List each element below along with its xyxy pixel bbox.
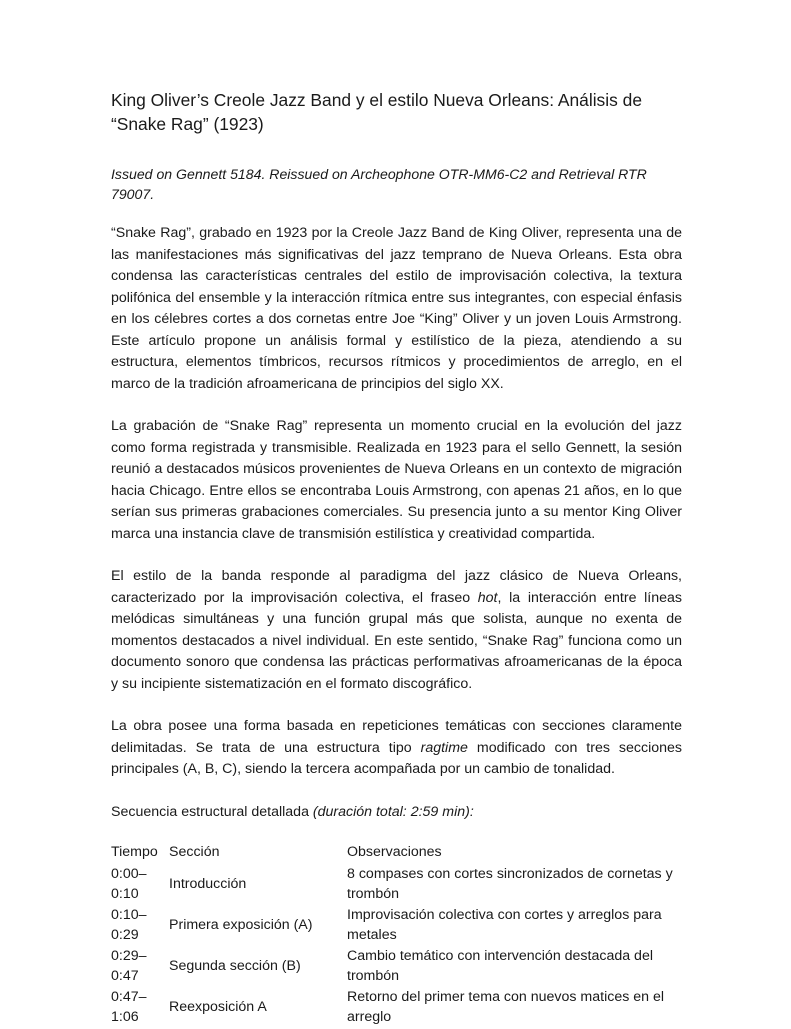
time-cell	[111, 906, 169, 947]
document-page	[111, 88, 682, 1029]
observation-line-1: Cambio temático con intervención destacada del	[347, 948, 653, 964]
time-end: 1:06	[111, 1009, 139, 1025]
paragraph-form	[111, 716, 682, 781]
paragraph-form-text-b: modificado con tres secciones principales (A, B, C), siendo la tercera acompañada por un cambio de tonalidad.	[111, 740, 682, 778]
table-row	[111, 865, 682, 906]
paragraph-form-text-a: La obra posee una forma basada en repeticiones temáticas con secciones claramente delimitadas. Se trata de una estructura tipo	[111, 718, 682, 756]
section-cell: Primera exposición (A)	[169, 906, 347, 947]
time-cell	[111, 988, 169, 1029]
table-row	[111, 988, 682, 1029]
time-start: 0:29–	[111, 948, 147, 964]
time-end: 0:10	[111, 886, 139, 902]
observation-line-1: 8 compases con cortes sincronizados de cornetas y	[347, 866, 673, 882]
paragraph-form-italic: ragtime	[421, 740, 468, 756]
observation-cell	[347, 865, 682, 906]
structure-table	[111, 843, 682, 1029]
time-end: 0:47	[111, 968, 139, 984]
observation-cell	[347, 906, 682, 947]
sequence-label-text: Secuencia estructural detallada	[111, 804, 313, 820]
header-tiempo: Tiempo	[111, 843, 169, 866]
table-row	[111, 947, 682, 988]
observation-line-1: Improvisación colectiva con cortes y arreglos para	[347, 907, 662, 923]
observation-line-2: trombón	[347, 886, 399, 902]
time-end: 0:29	[111, 927, 139, 943]
paragraph-style	[111, 566, 682, 695]
time-start: 0:47–	[111, 989, 147, 1005]
section-cell: Segunda sección (B)	[169, 947, 347, 988]
observation-line-1: Retorno del primer tema con nuevos matices en el	[347, 989, 664, 1005]
paragraph-recording: La grabación de “Snake Rag” representa un momento crucial en la evolución del jazz como forma registrada y transmisible. Realizada en 1923 para el sello Gennett, la sesión reunió a destacados músicos provenientes de Nueva Orleans en un contexto de migración hacia Chicago. Entre ellos se encontraba Louis Armstrong, con apenas 21 años, en lo que serían sus primeras grabaciones comerciales. Su presencia junto a su mentor King Oliver marca una instancia clave de transmisión estilística y creatividad compartida.	[111, 416, 682, 545]
time-start: 0:00–	[111, 866, 147, 882]
observation-cell	[347, 947, 682, 988]
time-cell	[111, 947, 169, 988]
sequence-label	[111, 802, 682, 822]
sequence-duration: (duración total: 2:59 min):	[313, 804, 474, 820]
observation-line-2: arreglo	[347, 1009, 391, 1025]
table-row	[111, 906, 682, 947]
observation-cell	[347, 988, 682, 1029]
paragraph-style-text-a: El estilo de la banda responde al paradigma del jazz clásico de Nueva Orleans, caracterizado por la improvisación colectiva, el fraseo	[111, 568, 682, 606]
section-cell: Reexposición A	[169, 988, 347, 1029]
paragraph-intro: “Snake Rag”, grabado en 1923 por la Creole Jazz Band de King Oliver, representa una de las manifestaciones más significativas del jazz temprano de Nueva Orleans. Esta obra condensa las características centrales del estilo de improvisación colectiva, la textura polifónica del ensemble y la interacción rítmica entre sus integrantes, con especial énfasis en los célebres cortes a dos cornetas entre Joe “King” Oliver y un joven Louis Armstrong. Este artículo propone un análisis formal y estilístico de la pieza, atendiendo a su estructura, elementos tímbricos, recursos rítmicos y procedimientos de arreglo, en el marco de la tradición afroamericana de principios del siglo XX.	[111, 223, 682, 395]
time-start: 0:10–	[111, 907, 147, 923]
header-seccion: Sección	[169, 843, 347, 866]
reissue-note: Issued on Gennett 5184. Reissued on Archeophone OTR-MM6-C2 and Retrieval RTR 79007.	[111, 164, 682, 204]
paragraph-style-italic: hot	[478, 590, 498, 606]
observation-line-2: metales	[347, 927, 397, 943]
section-cell: Introducción	[169, 865, 347, 906]
time-cell	[111, 865, 169, 906]
table-header-row	[111, 843, 682, 866]
observation-line-2: trombón	[347, 968, 399, 984]
document-title: King Oliver’s Creole Jazz Band y el estilo Nueva Orleans: Análisis de “Snake Rag” (1923)	[111, 88, 682, 136]
header-observaciones: Observaciones	[347, 843, 682, 866]
paragraph-style-text-b: , la interacción entre líneas melódicas simultáneas y una función grupal más que solista, aunque no exenta de momentos destacados a nivel individual. En este sentido, “Snake Rag” funciona como un documento sonoro que condensa las prácticas performativas afroamericanas de la época y su incipiente sistematización en el formato discográfico.	[111, 590, 682, 692]
